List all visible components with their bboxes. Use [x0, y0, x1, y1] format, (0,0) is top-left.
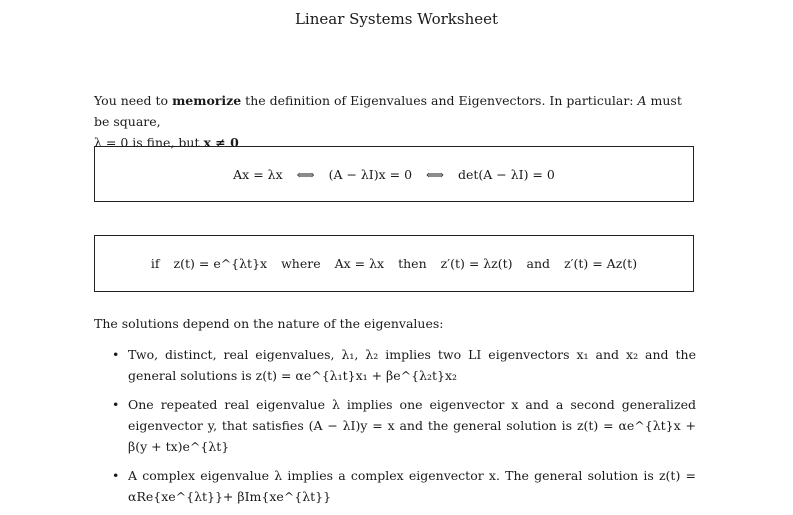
- intro-line2-bold: x ≠ 0: [203, 135, 239, 150]
- intro-matrix-var: A: [637, 93, 647, 108]
- word-then: then: [398, 256, 427, 271]
- iff-symbol: ⟺: [296, 166, 315, 182]
- z-definition: z(t) = e^{λt}x: [173, 256, 268, 271]
- intro-line2: λ = 0 is fine, but: [94, 135, 204, 150]
- solutions-intro: The solutions depend on the nature of the eigenvalues:: [94, 316, 444, 331]
- list-item: • One repeated real eigenvalue λ implies one eigenvector x and a second generalized eigenvector y, that satisfies (A − λI)y = x and the general solution is z(t) = αe^{λt}x + β(y + tx)e^{λt}: [112, 394, 696, 457]
- intro-square-text: must be square,: [94, 93, 682, 129]
- intro-text-pre: You need to: [94, 93, 173, 108]
- determinant-equation: det(A − λI) = 0: [457, 166, 555, 182]
- homogeneous-equation: (A − λI)x = 0: [328, 166, 413, 182]
- list-item: • Two, distinct, real eigenvalues, λ₁, λ₂ implies two LI eigenvectors x₁ and x₂ and the general solutions is z(t) = αe^{λ₁t}x₁ + βe^{λ₂t}x₂: [112, 344, 696, 386]
- definition-box: [94, 146, 694, 202]
- solution-box: [94, 235, 694, 292]
- iff-symbol: ⟺: [426, 166, 444, 182]
- bullet-icon: •: [112, 397, 120, 412]
- word-where: where: [281, 256, 321, 271]
- eigen-equation: Ax = λx: [233, 166, 283, 182]
- word-if: if: [150, 256, 160, 271]
- z-derivative-lambda: z′(t) = λz(t): [440, 256, 513, 271]
- intro-paragraph: [94, 90, 696, 153]
- bullet-icon: •: [112, 468, 120, 483]
- list-item: • A complex eigenvalue λ implies a complex eigenvector x. The general solution is z(t) = αRe{xe^{λt}}+ βIm{xe^{λt}}: [112, 465, 696, 507]
- z-derivative-matrix: z′(t) = Az(t): [564, 256, 638, 271]
- intro-bold-memorize: memorize: [172, 93, 242, 108]
- page-title: Linear Systems Worksheet: [294, 10, 499, 28]
- word-and: and: [526, 256, 551, 271]
- bullet-icon: •: [112, 347, 120, 362]
- eigen-condition: Ax = λx: [334, 256, 385, 271]
- solutions-list: [112, 344, 696, 515]
- intro-text-post: the definition of Eigenvalues and Eigenvectors. In particular:: [241, 93, 638, 108]
